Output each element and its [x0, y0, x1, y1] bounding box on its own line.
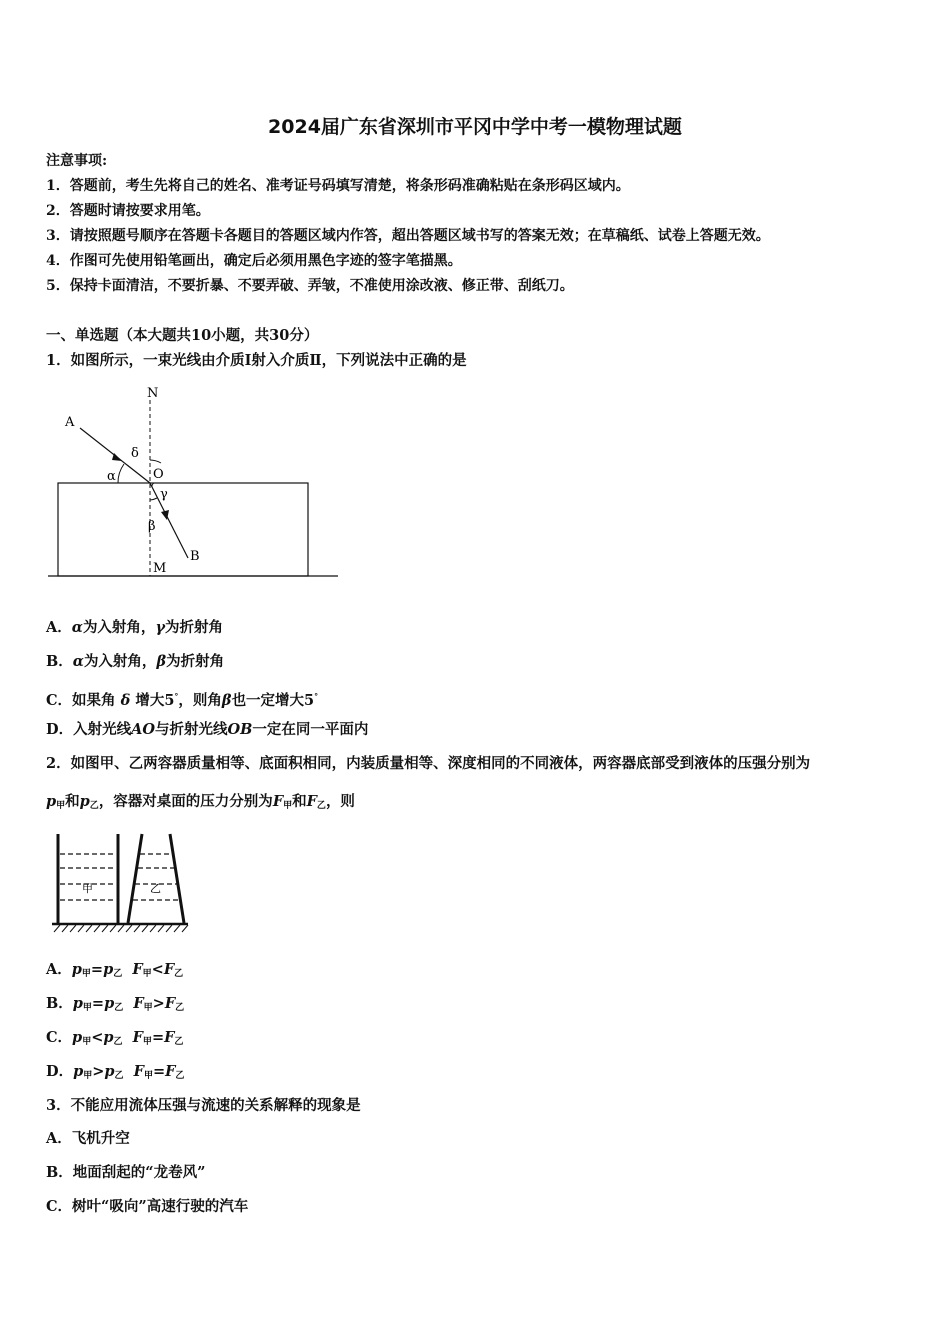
q2-option-a[interactable] [46, 961, 183, 983]
question-2-stem: 2．如图甲、乙两容器质量相等、底面积相同，内装质量相等、深度相同的不同液体，两容器底部受到液体的压强分别为 [46, 755, 811, 772]
var: α [71, 619, 83, 636]
var: δ [120, 691, 131, 709]
var: γ [155, 619, 166, 636]
q1-option-d[interactable] [46, 721, 368, 739]
option-prefix: C． [46, 1029, 73, 1046]
subscript: 甲 [56, 801, 66, 811]
subscript: 甲 [82, 1003, 92, 1013]
var: F [133, 1063, 144, 1080]
text: ，容器对桌面的压力分别为 [98, 793, 273, 810]
subscript: 乙 [174, 969, 184, 979]
option-prefix: B． [46, 995, 73, 1012]
option-prefix: B． [46, 653, 73, 670]
label-alpha: α [107, 469, 116, 484]
var: β [156, 653, 167, 670]
option-prefix: D． [46, 721, 74, 738]
subscript: 乙 [113, 1037, 123, 1047]
question-1-stem: 1．如图所示，一束光线由介质Ⅰ射入介质Ⅱ，下列说法中正确的是 [46, 352, 467, 369]
question-2-stem-2 [46, 793, 355, 815]
label-O: O [153, 467, 164, 482]
subscript: 乙 [175, 1003, 185, 1013]
section-heading: 一、单选题（本大题共10小题，共30分） [46, 327, 319, 344]
label-A: A [65, 415, 75, 430]
var: AO [131, 721, 155, 738]
option-prefix: C． [46, 691, 73, 709]
var: β [221, 691, 232, 709]
var: F [132, 961, 143, 978]
subscript: 乙 [114, 1003, 124, 1013]
label-gamma: γ [160, 487, 168, 502]
text: 增大5 [130, 691, 175, 709]
q2-option-b[interactable] [46, 995, 184, 1017]
subscript: 甲 [283, 801, 293, 811]
subscript: 甲 [143, 1071, 153, 1081]
label-delta: δ [131, 446, 139, 461]
notice-item: 1．答题前，考生先将自己的姓名、准考证号码填写清楚，将条形码准确粘贴在条形码区域内。 [46, 178, 630, 194]
label-N: N [147, 386, 159, 401]
option-prefix: A． [46, 961, 72, 978]
var: α [72, 653, 84, 670]
subscript: 乙 [114, 1071, 124, 1081]
q3-option-a[interactable]: A．飞机升空 [46, 1130, 130, 1147]
subscript: 甲 [143, 1003, 153, 1013]
label-B: B [190, 549, 200, 564]
degree: ° [174, 691, 179, 701]
notice-item: 2．答题时请按要求用笔。 [46, 203, 210, 219]
var: F [306, 793, 317, 810]
var: F [163, 961, 175, 978]
var: p [103, 961, 114, 978]
operator: = [152, 1063, 166, 1080]
operator: = [91, 995, 105, 1012]
q1-option-c[interactable] [46, 687, 318, 710]
var: p [46, 793, 57, 810]
label-yi: 乙 [150, 882, 161, 895]
text: 和 [292, 793, 307, 810]
subscript: 乙 [89, 801, 99, 811]
option-prefix: A． [46, 619, 72, 636]
var: p [104, 1063, 115, 1080]
containers-diagram [46, 828, 194, 938]
label-M: M [153, 561, 167, 576]
subscript: 甲 [81, 969, 91, 979]
operator: > [152, 995, 165, 1012]
text: 也一定增大5 [231, 691, 315, 709]
operator: < [151, 961, 164, 978]
subscript: 乙 [316, 801, 326, 811]
text: 为入射角， [83, 653, 157, 670]
text: 为入射角， [82, 619, 156, 636]
q1-option-b[interactable] [46, 653, 224, 671]
operator: = [90, 961, 104, 978]
subscript: 乙 [175, 1071, 185, 1081]
q1-option-a[interactable] [46, 619, 223, 637]
subscript: 甲 [82, 1037, 92, 1047]
question-3-stem: 3．不能应用流体压强与流速的关系解释的现象是 [46, 1097, 361, 1114]
var: p [79, 793, 90, 810]
page-title: 2024届广东省深圳市平冈中学中考一模物理试题 [268, 116, 682, 138]
var: p [104, 995, 115, 1012]
operator: = [151, 1029, 165, 1046]
var: F [164, 1029, 175, 1046]
var: F [133, 995, 144, 1012]
var: F [132, 1029, 143, 1046]
var: p [71, 961, 82, 978]
degree: ° [314, 691, 319, 701]
var: p [103, 1029, 114, 1046]
text: ，则角 [178, 691, 222, 709]
text: ，则 [325, 793, 355, 810]
label-jia: 甲 [82, 882, 93, 895]
operator: < [91, 1029, 104, 1046]
text: 一定在同一平面内 [252, 721, 369, 738]
option-prefix: D． [46, 1063, 74, 1080]
subscript: 甲 [142, 1037, 152, 1047]
var: F [272, 793, 284, 810]
var: p [72, 1029, 83, 1046]
refraction-diagram [40, 380, 350, 585]
q3-option-c[interactable]: C．树叶“吸向”高速行驶的汽车 [46, 1198, 249, 1215]
notice-item: 3．请按照题号顺序在答题卡各题目的答题区域内作答，超出答题区域书写的答案无效；在草稿纸、试卷上答题无效。 [46, 228, 770, 244]
text: 和 [65, 793, 80, 810]
q2-option-c[interactable] [46, 1029, 183, 1051]
text: 如果角 [72, 691, 121, 709]
notice-item: 4．作图可先使用铅笔画出，确定后必须用黑色字迹的签字笔描黑。 [46, 253, 462, 269]
subscript: 甲 [83, 1071, 93, 1081]
var: OB [227, 721, 253, 738]
notice-heading: 注意事项: [46, 153, 108, 169]
label-beta: β [148, 519, 156, 534]
notice-item: 5．保持卡面清洁，不要折暴、不要弄破、弄皱，不准使用涂改液、修正带、刮纸刀。 [46, 278, 574, 294]
var: p [72, 995, 83, 1012]
var: F [165, 1063, 176, 1080]
operator: > [92, 1063, 105, 1080]
subscript: 乙 [174, 1037, 184, 1047]
text: 为折射角 [165, 619, 224, 636]
subscript: 甲 [142, 969, 152, 979]
subscript: 乙 [113, 969, 123, 979]
text: 入射光线 [73, 721, 132, 738]
var: p [73, 1063, 84, 1080]
text: 为折射角 [166, 653, 225, 670]
q2-option-d[interactable] [46, 1063, 184, 1085]
q3-option-b[interactable]: B．地面刮起的“龙卷风” [46, 1164, 206, 1181]
var: F [164, 995, 176, 1012]
text: 与折射光线 [154, 721, 228, 738]
